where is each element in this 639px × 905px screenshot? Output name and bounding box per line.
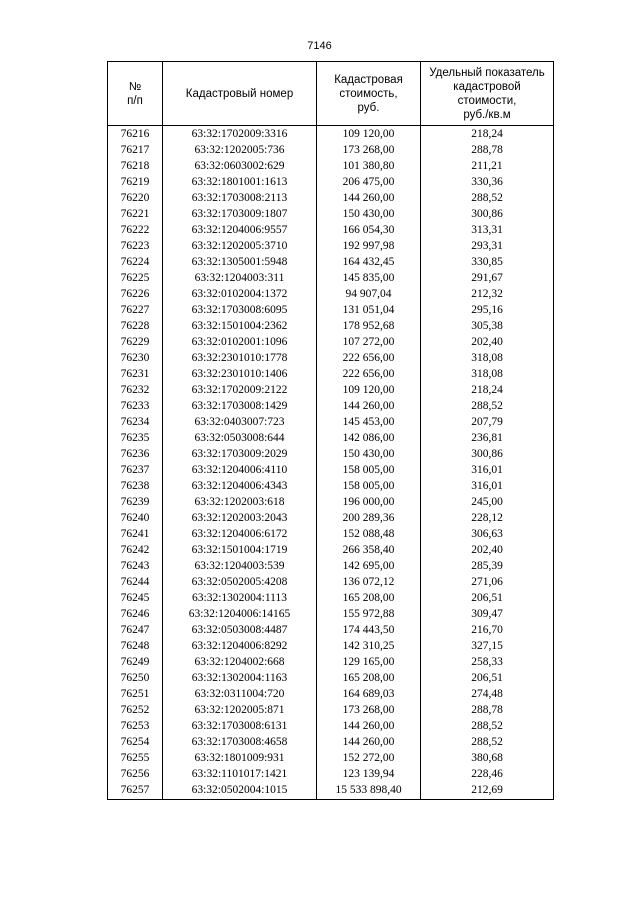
cell-cadastral-number: 63:32:0502004:1015: [163, 783, 317, 800]
cell-index: 76226: [108, 286, 163, 302]
cell-cadastral-value: 142 086,00: [317, 430, 421, 446]
cell-index: 76224: [108, 254, 163, 270]
table-body: [108, 126, 554, 800]
cell-index: 76239: [108, 494, 163, 510]
header-line: кадастровой: [453, 80, 521, 93]
cell-unit-value: 245,00: [421, 494, 554, 510]
cadastral-table: [107, 61, 554, 800]
cell-cadastral-number: 63:32:0603002:629: [163, 158, 317, 174]
cell-index: 76248: [108, 639, 163, 655]
header-line: стоимости,: [457, 94, 517, 107]
cell-cadastral-value: 101 380,80: [317, 158, 421, 174]
table-row: [108, 671, 554, 687]
cell-cadastral-number: 63:32:1703008:4658: [163, 735, 317, 751]
cell-cadastral-value: 164 689,03: [317, 687, 421, 703]
cell-cadastral-value: 142 695,00: [317, 558, 421, 574]
table-row: [108, 751, 554, 767]
header-line: Кадастровая: [334, 73, 403, 86]
table-row: [108, 302, 554, 318]
cell-index: 76253: [108, 719, 163, 735]
cell-cadastral-value: 158 005,00: [317, 478, 421, 494]
cell-cadastral-number: 63:32:1703009:1807: [163, 206, 317, 222]
cell-index: 76216: [108, 126, 163, 143]
cell-cadastral-number: 63:32:1703008:2113: [163, 190, 317, 206]
cell-cadastral-number: 63:32:1204003:311: [163, 270, 317, 286]
cell-index: 76222: [108, 222, 163, 238]
cell-cadastral-number: 63:32:1703008:6095: [163, 302, 317, 318]
table-row: [108, 494, 554, 510]
cell-cadastral-value: 222 656,00: [317, 350, 421, 366]
table-row: [108, 222, 554, 238]
cell-cadastral-value: 144 260,00: [317, 719, 421, 735]
cell-unit-value: 274,48: [421, 687, 554, 703]
cell-unit-value: 218,24: [421, 126, 554, 143]
cell-cadastral-number: 63:32:0503008:4487: [163, 622, 317, 638]
cell-cadastral-value: 155 972,88: [317, 606, 421, 622]
table-row: [108, 703, 554, 719]
cell-cadastral-number: 63:32:1703008:6131: [163, 719, 317, 735]
cell-index: 76252: [108, 703, 163, 719]
cell-cadastral-number: 63:32:1202005:871: [163, 703, 317, 719]
cell-cadastral-number: 63:32:1204006:8292: [163, 639, 317, 655]
header-line: руб./кв.м: [463, 108, 511, 121]
table-row: [108, 398, 554, 414]
table-row: [108, 783, 554, 800]
cell-unit-value: 327,15: [421, 639, 554, 655]
cell-cadastral-value: 173 268,00: [317, 703, 421, 719]
table-row: [108, 174, 554, 190]
table-row: [108, 590, 554, 606]
cell-cadastral-value: 164 432,45: [317, 254, 421, 270]
cell-unit-value: 316,01: [421, 478, 554, 494]
cell-unit-value: 330,85: [421, 254, 554, 270]
cell-unit-value: 313,31: [421, 222, 554, 238]
cell-index: 76225: [108, 270, 163, 286]
cell-cadastral-value: 165 208,00: [317, 590, 421, 606]
cell-cadastral-value: 266 358,40: [317, 542, 421, 558]
header-line: Кадастровый номер: [185, 87, 294, 100]
cell-unit-value: 305,38: [421, 318, 554, 334]
table-row: [108, 558, 554, 574]
cell-unit-value: 288,52: [421, 398, 554, 414]
cell-cadastral-number: 63:32:1202005:3710: [163, 238, 317, 254]
cell-cadastral-value: 129 165,00: [317, 655, 421, 671]
table-row: [108, 254, 554, 270]
cell-unit-value: 202,40: [421, 334, 554, 350]
cell-cadastral-number: 63:32:1305001:5948: [163, 254, 317, 270]
cell-cadastral-value: 206 475,00: [317, 174, 421, 190]
cell-unit-value: 316,01: [421, 462, 554, 478]
cell-index: 76217: [108, 142, 163, 158]
cell-cadastral-number: 63:32:0502005:4208: [163, 574, 317, 590]
cell-unit-value: 300,86: [421, 206, 554, 222]
cell-unit-value: 318,08: [421, 366, 554, 382]
table-row: [108, 238, 554, 254]
cell-unit-value: 306,63: [421, 526, 554, 542]
cell-cadastral-value: 158 005,00: [317, 462, 421, 478]
cell-cadastral-value: 123 139,94: [317, 767, 421, 783]
cell-cadastral-value: 142 310,25: [317, 639, 421, 655]
table-row: [108, 687, 554, 703]
cell-unit-value: 380,68: [421, 751, 554, 767]
table-row: [108, 366, 554, 382]
cell-cadastral-number: 63:32:2301010:1778: [163, 350, 317, 366]
cell-cadastral-value: 107 272,00: [317, 334, 421, 350]
cell-index: 76234: [108, 414, 163, 430]
cell-cadastral-value: 150 430,00: [317, 206, 421, 222]
table-row: [108, 414, 554, 430]
table-row: [108, 270, 554, 286]
cell-index: 76233: [108, 398, 163, 414]
cell-index: 76249: [108, 655, 163, 671]
cell-unit-value: 212,69: [421, 783, 554, 800]
cell-cadastral-number: 63:32:0102004:1372: [163, 286, 317, 302]
table-header-row: [108, 62, 554, 126]
header-unit-value: [421, 62, 554, 126]
cell-cadastral-number: 63:32:1202003:2043: [163, 510, 317, 526]
cell-cadastral-number: 63:32:1204006:14165: [163, 606, 317, 622]
cell-cadastral-number: 63:32:1204006:6172: [163, 526, 317, 542]
cell-cadastral-number: 63:32:1801009:931: [163, 751, 317, 767]
table-row: [108, 142, 554, 158]
cell-cadastral-number: 63:32:1204006:4110: [163, 462, 317, 478]
table-row: [108, 542, 554, 558]
table-row: [108, 206, 554, 222]
cell-unit-value: 207,79: [421, 414, 554, 430]
cell-cadastral-number: 63:32:1101017:1421: [163, 767, 317, 783]
cell-cadastral-number: 63:32:1204002:668: [163, 655, 317, 671]
cell-cadastral-value: 145 835,00: [317, 270, 421, 286]
header-cadastral-value: [317, 62, 421, 126]
cell-unit-value: 295,16: [421, 302, 554, 318]
cell-index: 76246: [108, 606, 163, 622]
cell-unit-value: 206,51: [421, 590, 554, 606]
cell-cadastral-number: 63:32:1204003:539: [163, 558, 317, 574]
header-line: руб.: [357, 101, 380, 114]
cell-index: 76238: [108, 478, 163, 494]
page-number: 7146: [307, 40, 332, 52]
cell-cadastral-value: 152 272,00: [317, 751, 421, 767]
cell-index: 76235: [108, 430, 163, 446]
cell-cadastral-value: 94 907,04: [317, 286, 421, 302]
header-line: №: [128, 80, 142, 93]
cell-unit-value: 285,39: [421, 558, 554, 574]
cell-index: 76257: [108, 783, 163, 800]
cell-unit-value: 202,40: [421, 542, 554, 558]
cell-cadastral-value: 178 952,68: [317, 318, 421, 334]
cell-unit-value: 288,52: [421, 719, 554, 735]
cell-index: 76240: [108, 510, 163, 526]
cell-unit-value: 288,52: [421, 190, 554, 206]
cell-index: 76219: [108, 174, 163, 190]
cell-index: 76243: [108, 558, 163, 574]
header-line: стоимость,: [339, 87, 398, 100]
cell-cadastral-number: 63:32:0403007:723: [163, 414, 317, 430]
header-index: [108, 62, 163, 126]
table-row: [108, 510, 554, 526]
cell-cadastral-value: 144 260,00: [317, 735, 421, 751]
cell-index: 76221: [108, 206, 163, 222]
table-row: [108, 767, 554, 783]
cell-cadastral-value: 144 260,00: [317, 398, 421, 414]
cell-unit-value: 236,81: [421, 430, 554, 446]
cell-cadastral-value: 166 054,30: [317, 222, 421, 238]
cell-index: 76229: [108, 334, 163, 350]
header-line: п/п: [127, 94, 143, 107]
cell-index: 76237: [108, 462, 163, 478]
cell-cadastral-number: 63:32:1302004:1113: [163, 590, 317, 606]
cell-index: 76223: [108, 238, 163, 254]
table-row: [108, 334, 554, 350]
cell-cadastral-value: 196 000,00: [317, 494, 421, 510]
cell-unit-value: 212,32: [421, 286, 554, 302]
cell-index: 76241: [108, 526, 163, 542]
cell-unit-value: 291,67: [421, 270, 554, 286]
table-row: [108, 478, 554, 494]
cell-unit-value: 228,46: [421, 767, 554, 783]
cell-unit-value: 288,78: [421, 142, 554, 158]
cell-index: 76232: [108, 382, 163, 398]
table-row: [108, 606, 554, 622]
cell-index: 76254: [108, 735, 163, 751]
cell-unit-value: 330,36: [421, 174, 554, 190]
cell-cadastral-value: 144 260,00: [317, 190, 421, 206]
cell-cadastral-number: 63:32:0503008:644: [163, 430, 317, 446]
cell-cadastral-number: 63:32:1703008:1429: [163, 398, 317, 414]
table-row: [108, 462, 554, 478]
cell-unit-value: 300,86: [421, 446, 554, 462]
cell-cadastral-value: 109 120,00: [317, 382, 421, 398]
cell-index: 76220: [108, 190, 163, 206]
cell-index: 76218: [108, 158, 163, 174]
table-row: [108, 126, 554, 143]
cell-cadastral-number: 63:32:1501004:2362: [163, 318, 317, 334]
cell-cadastral-number: 63:32:1204006:4343: [163, 478, 317, 494]
header-cadastral-number: [163, 62, 317, 126]
cell-unit-value: 288,52: [421, 735, 554, 751]
cell-index: 76250: [108, 671, 163, 687]
cell-index: 76255: [108, 751, 163, 767]
cell-cadastral-value: 109 120,00: [317, 126, 421, 143]
table-row: [108, 318, 554, 334]
cell-cadastral-number: 63:32:1202003:618: [163, 494, 317, 510]
cell-index: 76230: [108, 350, 163, 366]
table-row: [108, 526, 554, 542]
cell-cadastral-number: 63:32:1302004:1163: [163, 671, 317, 687]
cell-unit-value: 228,12: [421, 510, 554, 526]
cell-cadastral-value: 15 533 898,40: [317, 783, 421, 800]
cell-index: 76247: [108, 622, 163, 638]
table-row: [108, 719, 554, 735]
cell-index: 76236: [108, 446, 163, 462]
cell-cadastral-number: 63:32:1702009:2122: [163, 382, 317, 398]
cell-cadastral-value: 150 430,00: [317, 446, 421, 462]
cell-index: 76242: [108, 542, 163, 558]
cell-unit-value: 293,31: [421, 238, 554, 254]
cell-cadastral-number: 63:32:1703009:2029: [163, 446, 317, 462]
cell-unit-value: 318,08: [421, 350, 554, 366]
cell-cadastral-value: 165 208,00: [317, 671, 421, 687]
cell-cadastral-value: 145 453,00: [317, 414, 421, 430]
table-row: [108, 286, 554, 302]
cell-index: 76251: [108, 687, 163, 703]
cell-cadastral-value: 136 072,12: [317, 574, 421, 590]
cell-cadastral-number: 63:32:1702009:3316: [163, 126, 317, 143]
cell-unit-value: 258,33: [421, 655, 554, 671]
table-row: [108, 622, 554, 638]
cell-cadastral-value: 174 443,50: [317, 622, 421, 638]
cell-unit-value: 216,70: [421, 622, 554, 638]
cell-cadastral-value: 131 051,04: [317, 302, 421, 318]
table-row: [108, 446, 554, 462]
cell-unit-value: 309,47: [421, 606, 554, 622]
cell-index: 76244: [108, 574, 163, 590]
cell-cadastral-value: 200 289,36: [317, 510, 421, 526]
cell-cadastral-number: 63:32:1801001:1613: [163, 174, 317, 190]
table-row: [108, 382, 554, 398]
cell-unit-value: 211,21: [421, 158, 554, 174]
table-row: [108, 350, 554, 366]
cell-cadastral-number: 63:32:1204006:9557: [163, 222, 317, 238]
cell-cadastral-value: 173 268,00: [317, 142, 421, 158]
cell-index: 76228: [108, 318, 163, 334]
table-row: [108, 639, 554, 655]
cell-cadastral-number: 63:32:1202005:736: [163, 142, 317, 158]
cell-unit-value: 288,78: [421, 703, 554, 719]
table-row: [108, 735, 554, 751]
header-line: Удельный показатель: [429, 66, 545, 79]
cell-cadastral-number: 63:32:2301010:1406: [163, 366, 317, 382]
cell-unit-value: 206,51: [421, 671, 554, 687]
cell-index: 76227: [108, 302, 163, 318]
cell-cadastral-number: 63:32:0102001:1096: [163, 334, 317, 350]
cell-index: 76245: [108, 590, 163, 606]
cell-cadastral-value: 192 997,98: [317, 238, 421, 254]
cell-cadastral-number: 63:32:1501004:1719: [163, 542, 317, 558]
table-row: [108, 430, 554, 446]
cell-cadastral-number: 63:32:0311004:720: [163, 687, 317, 703]
cell-cadastral-value: 222 656,00: [317, 366, 421, 382]
cell-index: 76231: [108, 366, 163, 382]
table-row: [108, 190, 554, 206]
table-row: [108, 655, 554, 671]
table-row: [108, 158, 554, 174]
cell-unit-value: 271,06: [421, 574, 554, 590]
table-row: [108, 574, 554, 590]
cell-index: 76256: [108, 767, 163, 783]
cell-unit-value: 218,24: [421, 382, 554, 398]
cell-cadastral-value: 152 088,48: [317, 526, 421, 542]
